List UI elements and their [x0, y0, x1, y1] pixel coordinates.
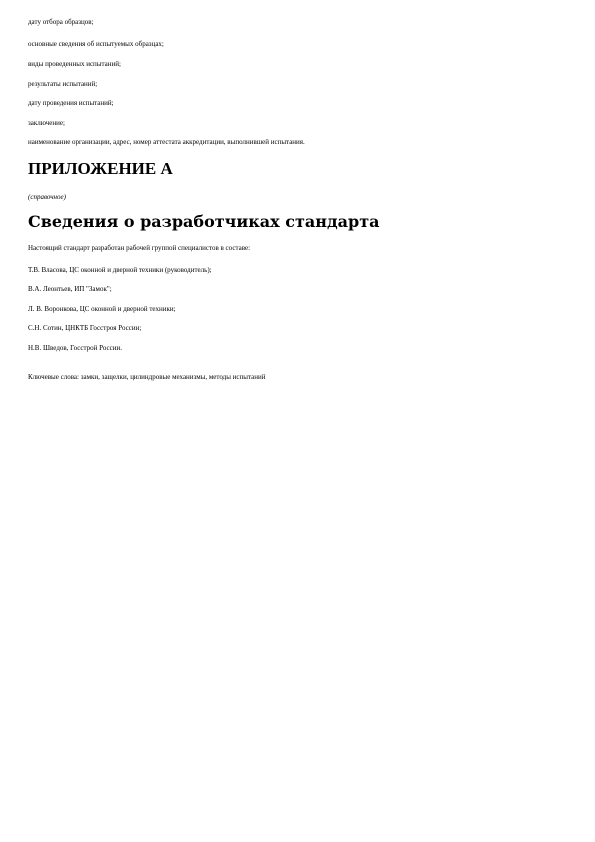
report-field-test-date: дату проведения испытаний; [28, 99, 114, 107]
appendix-title: ПРИЛОЖЕНИЕ А [28, 159, 173, 178]
developer-member: С.Н. Сотин, ЦНКТБ Госстроя России; [28, 324, 142, 332]
report-field-conclusion: заключение; [28, 119, 65, 127]
developer-member: Т.В. Власова, ЦС оконной и дверной техники (руководитель); [28, 266, 212, 274]
developers-section-title: Сведения о разработчиках стандарта [28, 212, 380, 231]
report-field-organization: наименование организации, адрес, номер аттестата аккредитации, выполнившей испытания. [28, 138, 305, 146]
developer-member: В.А. Леонтьев, ИП "Замок"; [28, 285, 112, 293]
developers-intro: Настоящий стандарт разработан рабочей группой специалистов в составе: [28, 244, 251, 252]
developer-member: Л. В. Воронкова, ЦС оконной и дверной техники; [28, 305, 176, 313]
keywords-line: Ключевые слова: замки, защелки, цилиндровые механизмы, методы испытаний [28, 373, 266, 381]
appendix-note: (справочное) [28, 193, 66, 201]
report-field-test-types: виды проведенных испытаний; [28, 60, 121, 68]
report-field-sample-info: основные сведения об испытуемых образцах; [28, 40, 164, 48]
report-field-sampling-date: дату отбора образцов; [28, 18, 94, 26]
report-field-test-results: результаты испытаний; [28, 80, 98, 88]
developer-member: Н.В. Шведов, Госстрой России. [28, 344, 122, 352]
